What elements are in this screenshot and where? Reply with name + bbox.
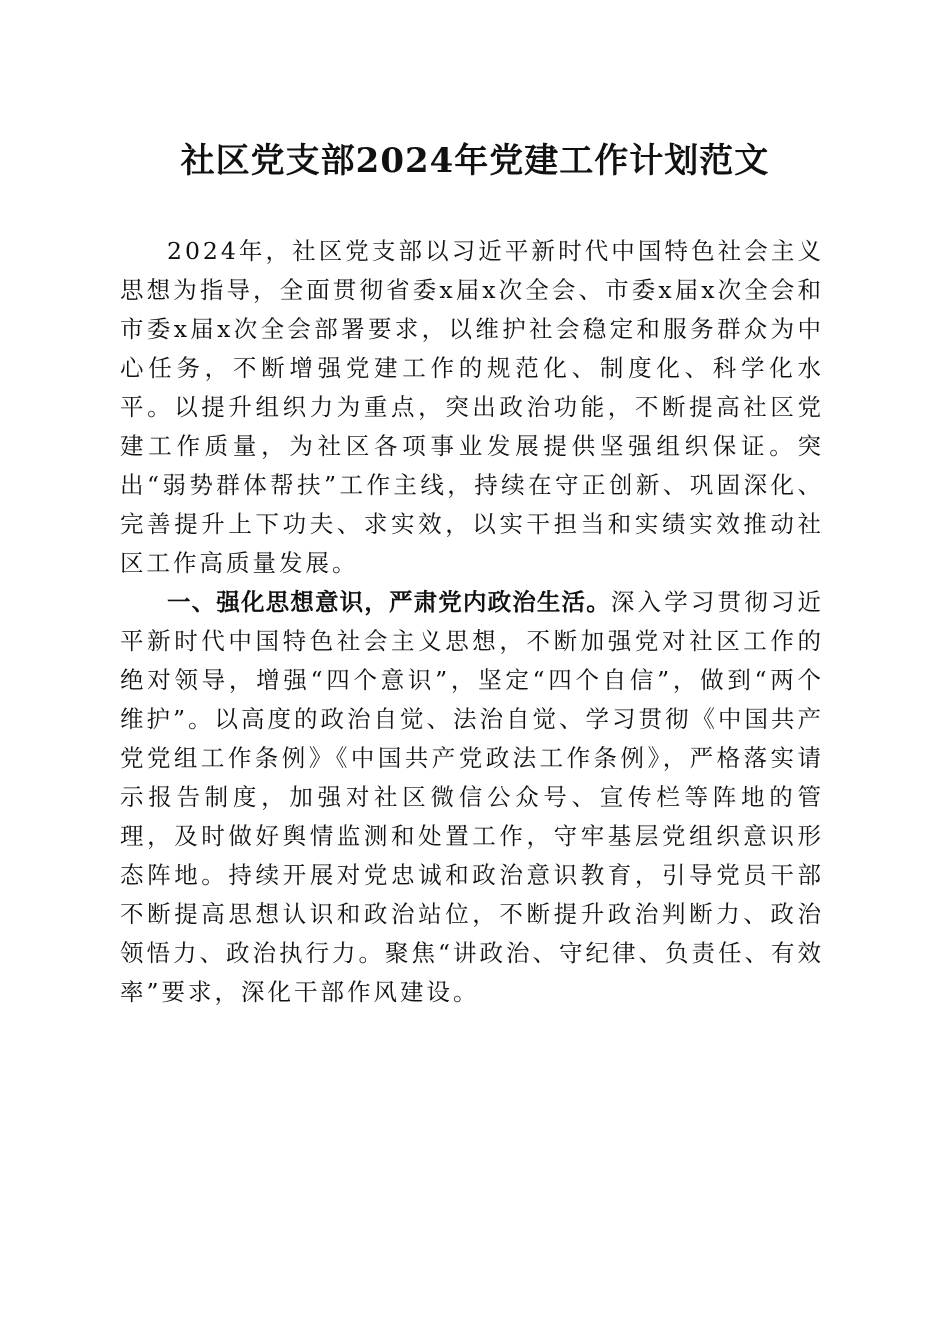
section-one-paragraph	[120, 583, 824, 1012]
section-one-text: 深入学习贯彻习近平新时代中国特色社会主义思想，不断加强党对社区工作的绝对领导，增强“四个意识”，坚定“四个自信”，做到“两个维护”。以高度的政治自觉、法治自觉、学习贯彻《中国共产党党组工作条例》《中国共产党政法工作条例》，严格落实请示报告制度，加强对社区微信公众号、宣传栏等阵地的管理，及时做好舆情监测和处置工作，守牢基层党组织意识形态阵地。持续开展对党忠诚和政治意识教育，引导党员干部不断提高思想认识和政治站位，不断提升政治判断力、政治领悟力、政治执行力。聚焦“讲政治、守纪律、负责任、有效率”要求，深化干部作风建设。	[120, 588, 825, 1006]
document-title: 社区党支部2024年党建工作计划范文	[180, 141, 770, 181]
section-one-heading: 一、强化思想意识，严肃党内政治生活。	[167, 588, 611, 616]
document-body	[120, 232, 824, 1012]
intro-paragraph: 2024年，社区党支部以习近平新时代中国特色社会主义思想为指导，全面贯彻省委x届x次全会、市委x届x次全会和市委x届x次全会部署要求，以维护社会稳定和服务群众为中心任务，不断增强党建工作的规范化、制度化、科学化水平。以提升组织力为重点，突出政治功能，不断提高社区党建工作质量，为社区各项事业发展提供坚强组织保证。突出“弱势群体帮扶”工作主线，持续在守正创新、巩固深化、完善提升上下功夫、求实效，以实干担当和实绩实效推动社区工作高质量发展。	[120, 237, 824, 577]
